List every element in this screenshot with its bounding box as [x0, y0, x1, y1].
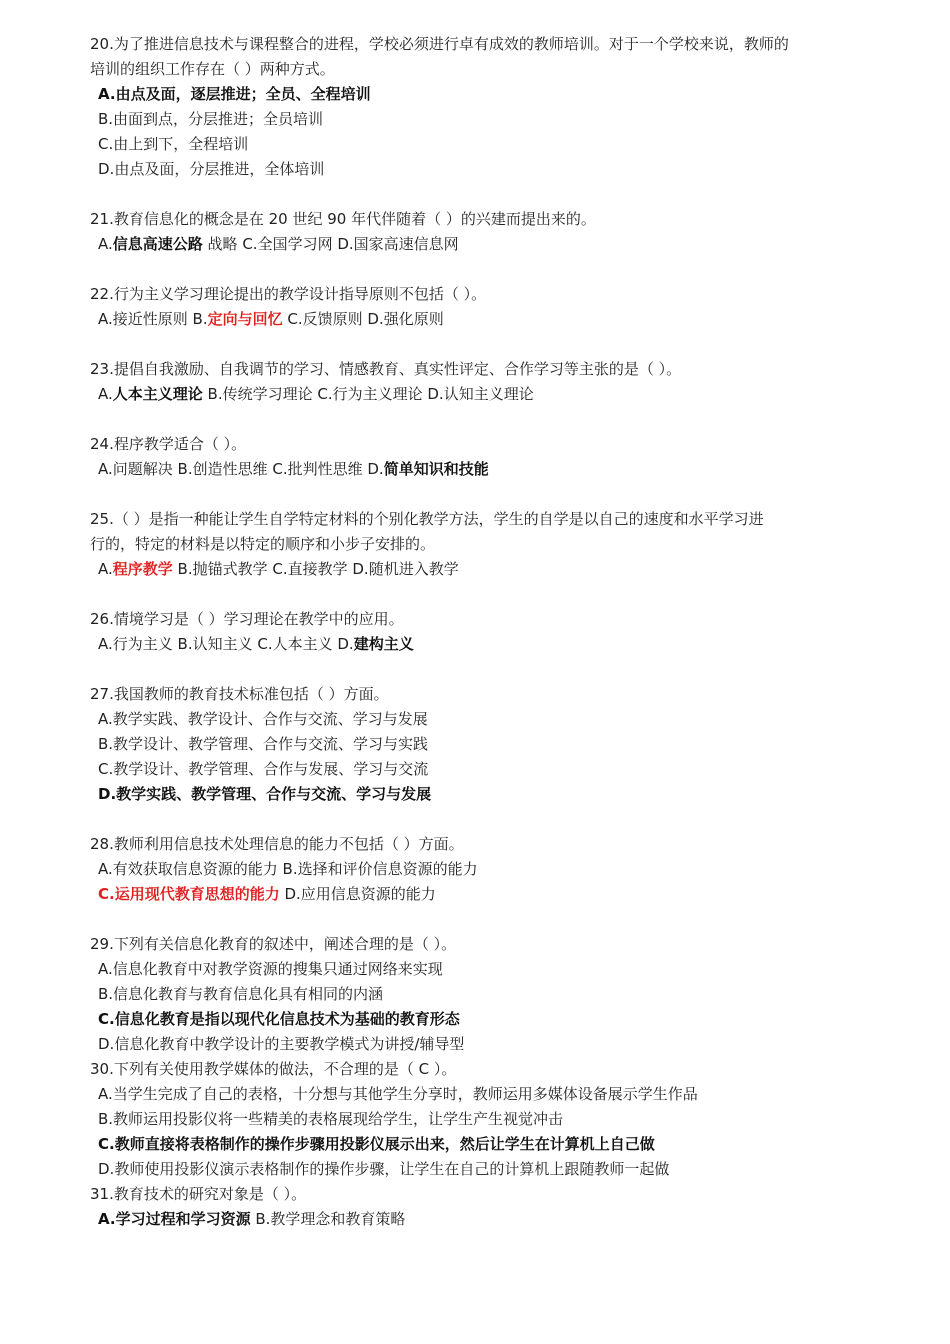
question-28	[90, 832, 870, 907]
question-stem: 21.教育信息化的概念是在 20 世纪 90 年代伴随着（ ）的兴建而提出来的。	[90, 210, 596, 228]
answer-highlight: 程序教学	[112, 560, 173, 578]
question-stem: 25.（ ）是指一种能让学生自学特定材料的个别化教学方法，学生的自学是以自己的速度和水平学习进	[90, 510, 764, 528]
options-line	[90, 1207, 870, 1232]
option-b: B.信息化教育与教育信息化具有相同的内涵	[98, 985, 384, 1003]
question-27	[90, 682, 870, 807]
option-d: D.信息化教育中教学设计的主要教学模式为讲授/辅导型	[98, 1035, 465, 1053]
answer-highlight: 人本主义理论	[112, 385, 203, 403]
option-prefix: A.行为主义 B.认知主义 C.人本主义 D.	[98, 635, 354, 653]
option-prefix: A.接近性原则 B.	[98, 310, 208, 328]
options-line	[90, 382, 870, 407]
options-line	[90, 457, 870, 482]
option-c-answer: C.信息化教育是指以现代化信息技术为基础的教育形态	[98, 1010, 460, 1028]
question-29	[90, 932, 870, 1057]
option-a-answer: A.由点及面，逐层推进；全员、全程培训	[98, 85, 371, 103]
question-22	[90, 282, 870, 332]
question-stem: 26.情境学习是（ ）学习理论在教学中的应用。	[90, 610, 404, 628]
options-line	[90, 307, 870, 332]
question-20	[90, 32, 870, 182]
option-suffix: C.反馈原则 D.强化原则	[282, 310, 444, 328]
option-c-answer: C.教师直接将表格制作的操作步骤用投影仪展示出来，然后让学生在计算机上自己做	[98, 1135, 655, 1153]
question-30	[90, 1057, 870, 1182]
options-line	[90, 882, 870, 907]
option-d: D.由点及面，分层推进，全体培训	[98, 160, 325, 178]
options-line: A.有效获取信息资源的能力 B.选择和评价信息资源的能力	[98, 860, 478, 878]
options-line	[90, 632, 870, 657]
answer-highlight: C.运用现代教育思想的能力	[98, 885, 280, 903]
option-suffix: D.应用信息资源的能力	[279, 885, 436, 903]
question-24	[90, 432, 870, 482]
question-stem: 27.我国教师的教育技术标准包括（ ）方面。	[90, 685, 389, 703]
question-stem: 培训的组织工作存在（ ）两种方式。	[90, 60, 335, 78]
option-a: A.信息化教育中对教学资源的搜集只通过网络来实现	[98, 960, 443, 978]
options-line	[90, 557, 870, 582]
option-rest: C.全国学习网 D.国家高速信息网	[242, 235, 459, 253]
question-23	[90, 357, 870, 407]
question-21	[90, 207, 870, 257]
question-stem: 28.教师利用信息技术处理信息的能力不包括（ ）方面。	[90, 835, 464, 853]
option-suffix: 战略	[202, 235, 243, 253]
answer-highlight: 信息高速公路	[112, 235, 203, 253]
question-31	[90, 1182, 870, 1232]
option-prefix: A.	[98, 560, 113, 578]
answer-highlight: A.学习过程和学习资源	[98, 1210, 251, 1228]
question-stem: 20.为了推进信息技术与课程整合的进程，学校必须进行卓有成效的教师培训。对于一个学校来说，教师的	[90, 35, 789, 53]
option-prefix: A.问题解决 B.创造性思维 C.批判性思维 D.	[98, 460, 384, 478]
exam-page	[90, 32, 870, 1232]
option-prefix: A.	[98, 385, 113, 403]
option-a: A.当学生完成了自己的表格，十分想与其他学生分享时，教师运用多媒体设备展示学生作品	[98, 1085, 698, 1103]
question-stem: 22.行为主义学习理论提出的教学设计指导原则不包括（ ）。	[90, 285, 487, 303]
answer-highlight: 定向与回忆	[207, 310, 283, 328]
option-suffix: B.传统学习理论 C.行为主义理论 D.认知主义理论	[202, 385, 534, 403]
question-stem: 行的，特定的材料是以特定的顺序和小步子安排的。	[90, 535, 436, 553]
option-suffix: B.抛锚式教学 C.直接教学 D.随机进入教学	[172, 560, 459, 578]
question-26	[90, 607, 870, 657]
option-suffix: B.教学理念和教育策略	[250, 1210, 406, 1228]
option-b: B.由面到点，分层推进；全员培训	[98, 110, 324, 128]
question-stem: 23.提倡自我激励、自我调节的学习、情感教育、真实性评定、合作学习等主张的是（ ）。	[90, 360, 682, 378]
answer-highlight: 简单知识和技能	[383, 460, 489, 478]
option-b: B.教学设计、教学管理、合作与交流、学习与实践	[98, 735, 429, 753]
option-b: B.教师运用投影仪将一些精美的表格展现给学生，让学生产生视觉冲击	[98, 1110, 564, 1128]
option-c: C.由上到下，全程培训	[98, 135, 249, 153]
option-c: C.教学设计、教学管理、合作与发展、学习与交流	[98, 760, 429, 778]
option-d-answer: D.教学实践、教学管理、合作与交流、学习与发展	[98, 785, 432, 803]
options-line	[90, 232, 870, 257]
option-prefix: A.	[98, 235, 113, 253]
option-d: D.教师使用投影仪演示表格制作的操作步骤，让学生在自己的计算机上跟随教师一起做	[98, 1160, 670, 1178]
answer-highlight: 建构主义	[353, 635, 414, 653]
question-25	[90, 507, 870, 582]
option-a: A.教学实践、教学设计、合作与交流、学习与发展	[98, 710, 428, 728]
question-stem: 29.下列有关信息化教育的叙述中，阐述合理的是（ ）。	[90, 935, 457, 953]
question-stem: 24.程序教学适合（ ）。	[90, 435, 247, 453]
question-stem: 31.教育技术的研究对象是（ ）。	[90, 1185, 307, 1203]
question-stem: 30.下列有关使用教学媒体的做法，不合理的是（ C ）。	[90, 1060, 457, 1078]
